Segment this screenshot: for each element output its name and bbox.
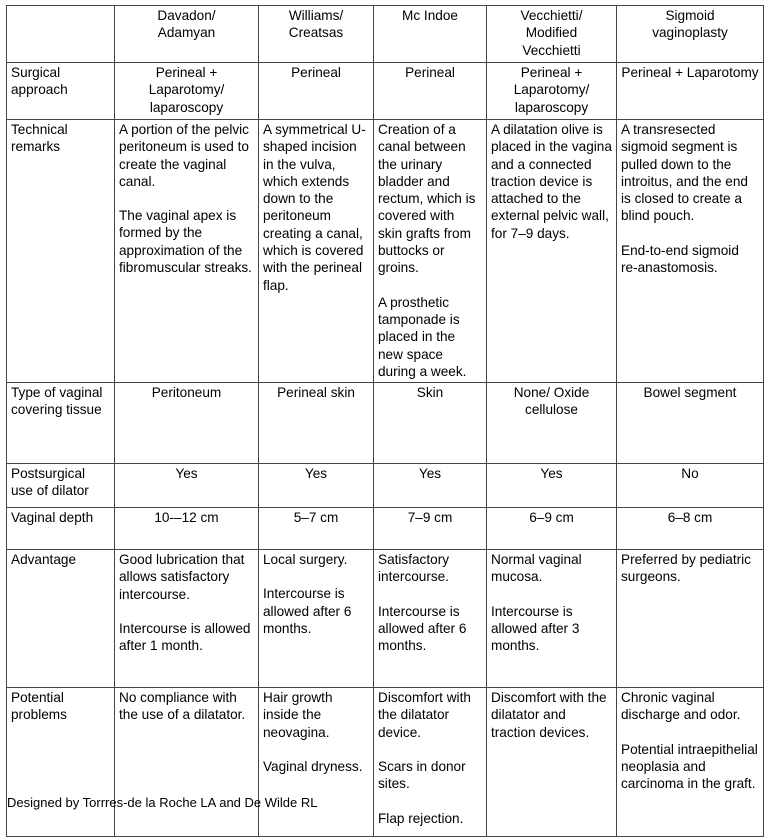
table-cell <box>259 120 374 383</box>
cell-paragraph: No <box>681 466 699 482</box>
header-row <box>7 6 764 63</box>
cell-paragraph: Creation of a canal between the urinary bladder and rectum, which is covered with skin grafts from buttocks or groins. <box>378 122 476 276</box>
row-header: Technical remarks <box>7 120 115 383</box>
table-cell <box>115 688 259 837</box>
table-cell <box>115 464 259 508</box>
table-cell <box>487 508 617 550</box>
cell-paragraph: Intercourse is allowed after 6 months. <box>378 603 467 654</box>
table-row <box>7 120 764 383</box>
cell-paragraph: Hair growth inside the neovagina. <box>263 690 333 740</box>
cell-paragraph: Discomfort with the dilatator and traction devices. <box>491 690 607 740</box>
cell-paragraph: 7–9 cm <box>407 510 453 526</box>
cell-paragraph: Vaginal dryness. <box>263 759 363 775</box>
row-header: Potential problems <box>7 688 115 837</box>
column-header: Davadon/ Adamyan <box>115 6 259 63</box>
row-header: Surgical approach <box>7 63 115 120</box>
table-cell <box>487 464 617 508</box>
cell-paragraph: Intercourse is allowed after 1 month. <box>119 621 251 654</box>
table-cell <box>374 688 487 837</box>
cell-paragraph: Flap rejection. <box>378 810 464 826</box>
table-cell <box>617 464 764 508</box>
table-cell <box>259 550 374 688</box>
table-cell <box>374 63 487 120</box>
table-cell <box>374 508 487 550</box>
table-cell <box>259 688 374 837</box>
cell-paragraph: Intercourse is allowed after 3 months. <box>491 603 580 654</box>
table-cell <box>259 383 374 464</box>
cell-paragraph: Perineal skin <box>277 385 355 401</box>
table-cell <box>374 120 487 383</box>
table-cell <box>374 464 487 508</box>
cell-paragraph: Skin <box>416 385 444 401</box>
row-header: Type of vaginal covering tissue <box>7 383 115 464</box>
cell-paragraph: No compliance with the use of a dilatator. <box>119 690 246 723</box>
table-cell <box>115 550 259 688</box>
cell-paragraph: 6–9 cm <box>529 510 574 526</box>
cell-paragraph: A transresected sigmoid segment is pulled down to the introitus, and the end is closed to create a blind pouch. <box>621 122 748 224</box>
cell-paragraph: 5–7 cm <box>293 510 339 526</box>
cell-paragraph: Good lubrication that allows satisfactory intercourse. <box>119 552 245 602</box>
corner-cell <box>7 6 115 63</box>
table-cell <box>617 383 764 464</box>
table-row <box>7 63 764 120</box>
row-header: Vaginal depth <box>7 508 115 550</box>
cell-paragraph: A dilatation olive is placed in the vagina and a connected traction device is attached to the external pelvic wall, for 7–9 days. <box>491 122 612 241</box>
cell-paragraph: End-to-end sigmoid re-anastomosis. <box>621 242 739 276</box>
cell-paragraph: Yes <box>540 466 563 482</box>
cell-paragraph: Preferred by pediatric surgeons. <box>621 552 751 585</box>
cell-paragraph: A portion of the pelvic peritoneum is used to create the vaginal canal. <box>119 122 249 189</box>
table-cell <box>617 508 764 550</box>
table-cell <box>259 63 374 120</box>
cell-paragraph: A prosthetic tamponade is placed in the new space during a week. <box>378 294 467 379</box>
comparison-table <box>6 5 764 837</box>
cell-paragraph: Scars in donor sites. <box>378 759 466 792</box>
table-cell <box>617 63 764 120</box>
cell-paragraph: Perineal <box>405 65 455 80</box>
table-row <box>7 688 764 837</box>
table-cell <box>617 688 764 837</box>
cell-paragraph: Chronic vaginal discharge and odor. <box>621 690 741 723</box>
cell-paragraph: Yes <box>418 466 442 482</box>
table-cell <box>115 120 259 383</box>
column-header: Mc Indoe <box>374 6 487 63</box>
table-row <box>7 383 764 464</box>
table-cell <box>374 550 487 688</box>
column-header: Vecchietti/ Modified Vecchietti <box>487 6 617 63</box>
table-cell <box>487 63 617 120</box>
cell-paragraph: Perineal + Laparotomy/ laparoscopy <box>513 65 590 115</box>
footer-credit: Designed by Torrres-de la Roche LA and De Wilde RL <box>7 795 318 810</box>
cell-paragraph: The vaginal apex is formed by the approximation of the fibromuscular streaks. <box>119 208 252 276</box>
table-cell <box>259 464 374 508</box>
cell-paragraph: Discomfort with the dilatator device. <box>378 690 471 740</box>
table-cell <box>617 120 764 383</box>
cell-paragraph: None/ Oxide cellulose <box>513 385 590 418</box>
table-cell <box>617 550 764 688</box>
cell-paragraph: Bowel segment <box>643 385 737 401</box>
table-row <box>7 550 764 688</box>
table-row <box>7 508 764 550</box>
table-cell <box>487 550 617 688</box>
cell-paragraph: Intercourse is allowed after 6 months. <box>263 586 352 637</box>
cell-paragraph: Normal vaginal mucosa. <box>491 552 582 585</box>
table-cell <box>487 688 617 837</box>
cell-paragraph: Local surgery. <box>263 552 348 568</box>
cell-paragraph: 10-–12 cm <box>154 510 219 526</box>
table-cell <box>374 383 487 464</box>
cell-paragraph: Perineal <box>291 65 341 80</box>
cell-paragraph: Perineal + Laparotomy/ laparoscopy <box>148 65 225 115</box>
row-header: Advantage <box>7 550 115 688</box>
cell-paragraph: 6–8 cm <box>667 510 713 526</box>
cell-paragraph: Perineal + Laparotomy <box>621 65 759 80</box>
table-cell <box>115 508 259 550</box>
cell-paragraph: Yes <box>175 466 198 482</box>
column-header: Sigmoid vaginoplasty <box>617 6 764 63</box>
table-cell <box>487 383 617 464</box>
table-row <box>7 464 764 508</box>
cell-paragraph: A symmetrical U-shaped incision in the vulva, which extends down to the peritoneum creating a canal, which is covered with the perineal flap. <box>263 122 366 293</box>
cell-paragraph: Peritoneum <box>151 385 222 401</box>
cell-paragraph: Potential intraepithelial neoplasia and carcinoma in the graft. <box>621 741 758 792</box>
row-header: Postsurgical use of dilator <box>7 464 115 508</box>
table-cell <box>115 63 259 120</box>
table-cell <box>259 508 374 550</box>
cell-paragraph: Satisfactory intercourse. <box>378 552 450 585</box>
cell-paragraph: Yes <box>304 466 328 482</box>
table-cell <box>115 383 259 464</box>
column-header: Williams/ Creatsas <box>259 6 374 63</box>
table-cell <box>487 120 617 383</box>
